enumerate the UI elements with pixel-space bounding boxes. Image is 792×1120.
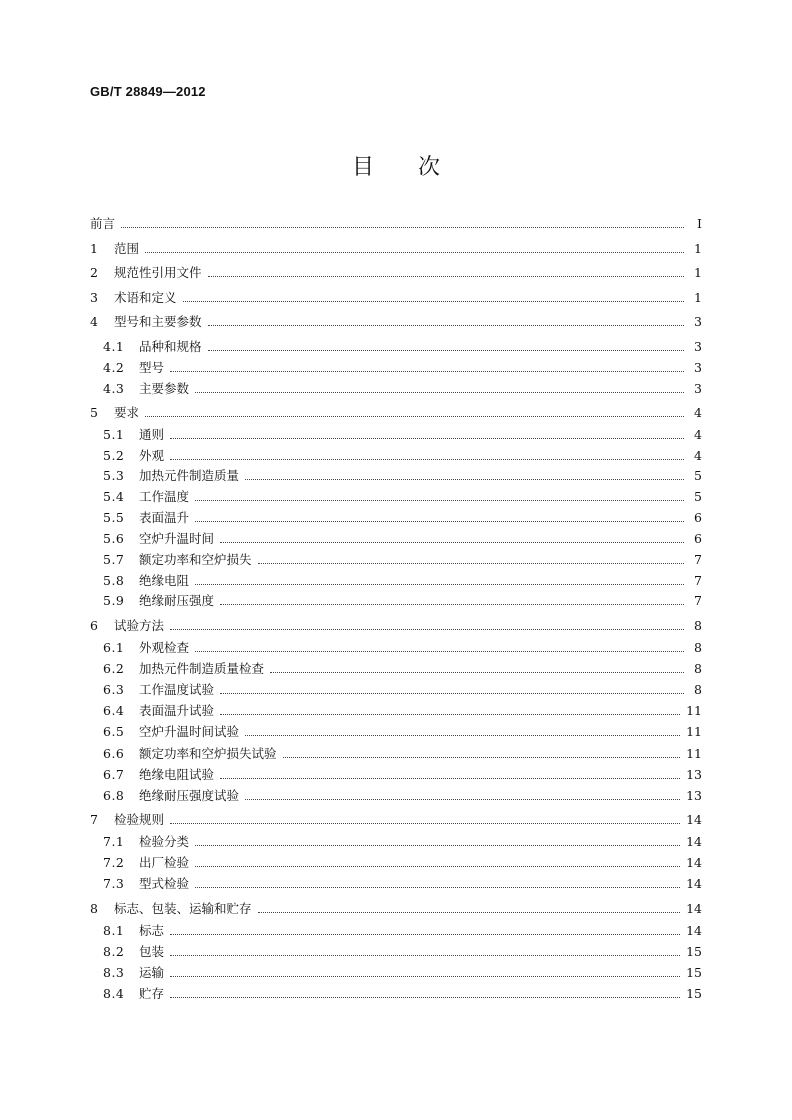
toc-entry-number: 6.1 <box>103 640 125 655</box>
toc-dot-leader <box>195 391 684 393</box>
toc-entry-label: 试验方法 <box>114 618 165 633</box>
toc-entry[interactable] <box>103 744 702 764</box>
toc-dot-leader <box>270 671 684 673</box>
toc-entry-page: 13 <box>686 788 702 803</box>
toc-dot-leader <box>195 520 684 522</box>
toc-entry[interactable] <box>90 288 702 308</box>
toc-entry[interactable] <box>103 638 702 658</box>
toc-entry[interactable] <box>90 312 702 332</box>
toc-entry-page: 3 <box>694 360 702 375</box>
toc-entry-page: 14 <box>686 876 702 891</box>
toc-entry-number: 5.5 <box>103 510 125 525</box>
toc-dot-leader <box>195 865 680 867</box>
toc-dot-leader <box>245 478 684 480</box>
toc-entry-page: 15 <box>686 986 702 1001</box>
toc-entry[interactable] <box>103 659 702 679</box>
toc-entry-label: 标志 <box>139 923 165 938</box>
toc-entry-number: 6.8 <box>103 788 125 803</box>
toc-dot-leader <box>258 911 681 913</box>
toc-entry-label: 检验规则 <box>114 812 165 827</box>
toc-entry-number: 4.3 <box>103 381 125 396</box>
toc-entry-page: 1 <box>694 265 702 280</box>
toc-entry-page: 5 <box>694 489 702 504</box>
toc-entry-page: 11 <box>686 746 702 761</box>
toc-entry[interactable] <box>103 571 702 591</box>
toc-entry-page: 14 <box>686 834 702 849</box>
toc-entry-number: 5.7 <box>103 552 125 567</box>
toc-entry-number: 5.3 <box>103 468 125 483</box>
toc-dot-leader <box>220 713 680 715</box>
toc-entry-label: 表面温升 <box>139 510 190 525</box>
toc-entry-page: 13 <box>686 767 702 782</box>
toc-entry-label: 工作温度试验 <box>139 682 215 697</box>
toc-entry[interactable] <box>103 680 702 700</box>
toc-entry-number: 7 <box>90 812 99 827</box>
toc-entry[interactable] <box>103 529 702 549</box>
toc-entry-page: 14 <box>686 855 702 870</box>
toc-dot-leader <box>220 777 680 779</box>
standard-code: GB/T 28849—2012 <box>90 84 206 99</box>
toc-entry-number: 8.3 <box>103 965 125 980</box>
toc-entry-page: 15 <box>686 944 702 959</box>
toc-entry-label: 表面温升试验 <box>139 703 215 718</box>
toc-entry-label: 绝缘电阻试验 <box>139 767 215 782</box>
toc-entry-label: 术语和定义 <box>114 290 177 305</box>
toc-entry-number: 8 <box>90 901 99 916</box>
toc-entry[interactable] <box>90 214 702 234</box>
toc-entry-number: 4.1 <box>103 339 125 354</box>
toc-entry-label: 出厂检验 <box>139 855 190 870</box>
toc-entry-page: 8 <box>694 682 702 697</box>
toc-entry-label: 绝缘耐压强度 <box>139 593 215 608</box>
toc-entry-number: 6.6 <box>103 746 125 761</box>
toc-dot-leader <box>170 996 680 998</box>
toc-entry-page: Ⅰ <box>697 216 702 231</box>
toc-entry[interactable] <box>103 446 702 466</box>
toc-dot-leader <box>170 437 684 439</box>
toc-entry-number: 5 <box>90 405 99 420</box>
toc-entry-label: 前言 <box>90 216 116 231</box>
toc-dot-leader <box>170 822 680 824</box>
toc-entry-label: 要求 <box>114 405 140 420</box>
toc-dot-leader <box>283 756 681 758</box>
toc-entry-page: 4 <box>694 427 702 442</box>
toc-title: 目次 <box>351 155 484 180</box>
toc-entry-number: 5.6 <box>103 531 125 546</box>
toc-entry-label: 贮存 <box>139 986 165 1001</box>
toc-entry[interactable] <box>103 921 702 941</box>
toc-entry[interactable] <box>103 466 702 486</box>
toc-entry-number: 6.7 <box>103 767 125 782</box>
toc-entry-label: 通则 <box>139 427 165 442</box>
toc-entry[interactable] <box>103 722 702 742</box>
toc-entry[interactable] <box>103 984 702 1004</box>
toc-entry-label: 范围 <box>114 241 140 256</box>
toc-dot-leader <box>195 650 684 652</box>
toc-entry-label: 外观 <box>139 448 165 463</box>
toc-entry[interactable] <box>90 403 702 423</box>
toc-entry[interactable] <box>90 263 702 283</box>
toc-dot-leader <box>145 415 684 417</box>
toc-entry-label: 空炉升温时间试验 <box>139 724 240 739</box>
toc-entry[interactable] <box>103 379 702 399</box>
toc-entry-label: 工作温度 <box>139 489 190 504</box>
toc-entry-label: 运输 <box>139 965 165 980</box>
toc-entry[interactable] <box>103 550 702 570</box>
toc-entry-label: 规范性引用文件 <box>114 265 202 280</box>
toc-entry[interactable] <box>90 239 702 259</box>
toc-entry-page: 8 <box>694 661 702 676</box>
toc-entry[interactable] <box>103 853 702 873</box>
toc-entry-number: 5.1 <box>103 427 125 442</box>
toc-entry[interactable] <box>103 963 702 983</box>
toc-entry[interactable] <box>103 832 702 852</box>
toc-entry-page: 11 <box>686 703 702 718</box>
toc-entry-page: 8 <box>694 618 702 633</box>
toc-dot-leader <box>195 583 684 585</box>
toc-dot-leader <box>245 798 680 800</box>
toc-entry[interactable] <box>103 487 702 507</box>
toc-entry-page: 3 <box>694 314 702 329</box>
toc-entry-page: 7 <box>694 552 702 567</box>
toc-entry-number: 8.2 <box>103 944 125 959</box>
toc-dot-leader <box>208 349 684 351</box>
toc-entry-page: 3 <box>694 339 702 354</box>
toc-entry-label: 额定功率和空炉损失试验 <box>139 746 277 761</box>
toc-entry-page: 1 <box>694 290 702 305</box>
toc-entry-label: 空炉升温时间 <box>139 531 215 546</box>
toc-entry-page: 3 <box>694 381 702 396</box>
toc-entry-label: 加热元件制造质量 <box>139 468 240 483</box>
toc-entry-label: 型式检验 <box>139 876 190 891</box>
toc-entry-number: 5.4 <box>103 489 125 504</box>
toc-entry-number: 8.4 <box>103 986 125 1001</box>
toc-entry-number: 3 <box>90 290 99 305</box>
toc-entry[interactable] <box>103 425 702 445</box>
toc-entry-page: 1 <box>694 241 702 256</box>
toc-dot-leader <box>208 324 684 326</box>
toc-entry-number: 6.4 <box>103 703 125 718</box>
toc-entry-number: 6.5 <box>103 724 125 739</box>
toc-entry-label: 加热元件制造质量检查 <box>139 661 265 676</box>
toc-entry-number: 8.1 <box>103 923 125 938</box>
toc-entry-page: 7 <box>694 593 702 608</box>
toc-entry[interactable] <box>103 942 702 962</box>
toc-entry-page: 6 <box>694 510 702 525</box>
toc-entry-number: 5.2 <box>103 448 125 463</box>
toc-entry-label: 额定功率和空炉损失 <box>139 552 252 567</box>
toc-entry-page: 14 <box>686 901 702 916</box>
toc-entry-label: 绝缘耐压强度试验 <box>139 788 240 803</box>
toc-entry-label: 型号 <box>139 360 165 375</box>
toc-dot-leader <box>145 251 684 253</box>
toc-dot-leader <box>170 458 684 460</box>
toc-entry-page: 4 <box>694 405 702 420</box>
toc-entry-page: 7 <box>694 573 702 588</box>
toc-dot-leader <box>195 886 680 888</box>
toc-entry-label: 品种和规格 <box>139 339 202 354</box>
toc-entry[interactable] <box>103 591 702 611</box>
toc-entry-page: 11 <box>686 724 702 739</box>
toc-entry-page: 4 <box>694 448 702 463</box>
toc-entry[interactable] <box>90 810 702 830</box>
toc-entry[interactable] <box>103 874 702 894</box>
toc-entry-page: 5 <box>694 468 702 483</box>
toc-entry-number: 1 <box>90 241 99 256</box>
toc-entry-number: 7.2 <box>103 855 125 870</box>
toc-entry-label: 包装 <box>139 944 165 959</box>
toc-entry-label: 标志、包装、运输和贮存 <box>114 901 252 916</box>
toc-entry[interactable] <box>90 616 702 636</box>
toc-entry-number: 5.8 <box>103 573 125 588</box>
toc-entry[interactable] <box>103 786 702 806</box>
toc-entry-page: 15 <box>686 965 702 980</box>
toc-dot-leader <box>258 562 684 564</box>
toc-dot-leader <box>195 499 684 501</box>
toc-entry-page: 6 <box>694 531 702 546</box>
toc-entry-number: 2 <box>90 265 99 280</box>
toc-entry-number: 5.9 <box>103 593 125 608</box>
toc-dot-leader <box>170 954 680 956</box>
toc-dot-leader <box>220 603 684 605</box>
toc-dot-leader <box>208 275 684 277</box>
toc-entry-label: 主要参数 <box>139 381 190 396</box>
toc-dot-leader <box>170 628 684 630</box>
toc-entry-number: 7.1 <box>103 834 125 849</box>
toc-entry-label: 检验分类 <box>139 834 190 849</box>
toc-entry-label: 绝缘电阻 <box>139 573 190 588</box>
toc-entry-label: 外观检查 <box>139 640 190 655</box>
toc-entry[interactable] <box>103 337 702 357</box>
toc-dot-leader <box>220 541 684 543</box>
toc-entry-number: 6 <box>90 618 99 633</box>
toc-entry-number: 4.2 <box>103 360 125 375</box>
toc-dot-leader <box>183 300 684 302</box>
toc-entry-number: 7.3 <box>103 876 125 891</box>
toc-entry-page: 8 <box>694 640 702 655</box>
toc-entry-page: 14 <box>686 812 702 827</box>
toc-entry[interactable] <box>103 765 702 785</box>
toc-dot-leader <box>170 933 680 935</box>
toc-dot-leader <box>121 226 684 228</box>
toc-dot-leader <box>170 370 684 372</box>
toc-dot-leader <box>245 734 680 736</box>
toc-entry-number: 6.2 <box>103 661 125 676</box>
toc-entry[interactable] <box>90 899 702 919</box>
toc-entry-number: 4 <box>90 314 99 329</box>
toc-entry[interactable] <box>103 358 702 378</box>
toc-entry[interactable] <box>103 508 702 528</box>
toc-dot-leader <box>170 975 680 977</box>
toc-dot-leader <box>195 844 680 846</box>
toc-entry[interactable] <box>103 701 702 721</box>
toc-dot-leader <box>220 692 684 694</box>
toc-entry-number: 6.3 <box>103 682 125 697</box>
toc-entry-label: 型号和主要参数 <box>114 314 202 329</box>
toc-entry-page: 14 <box>686 923 702 938</box>
